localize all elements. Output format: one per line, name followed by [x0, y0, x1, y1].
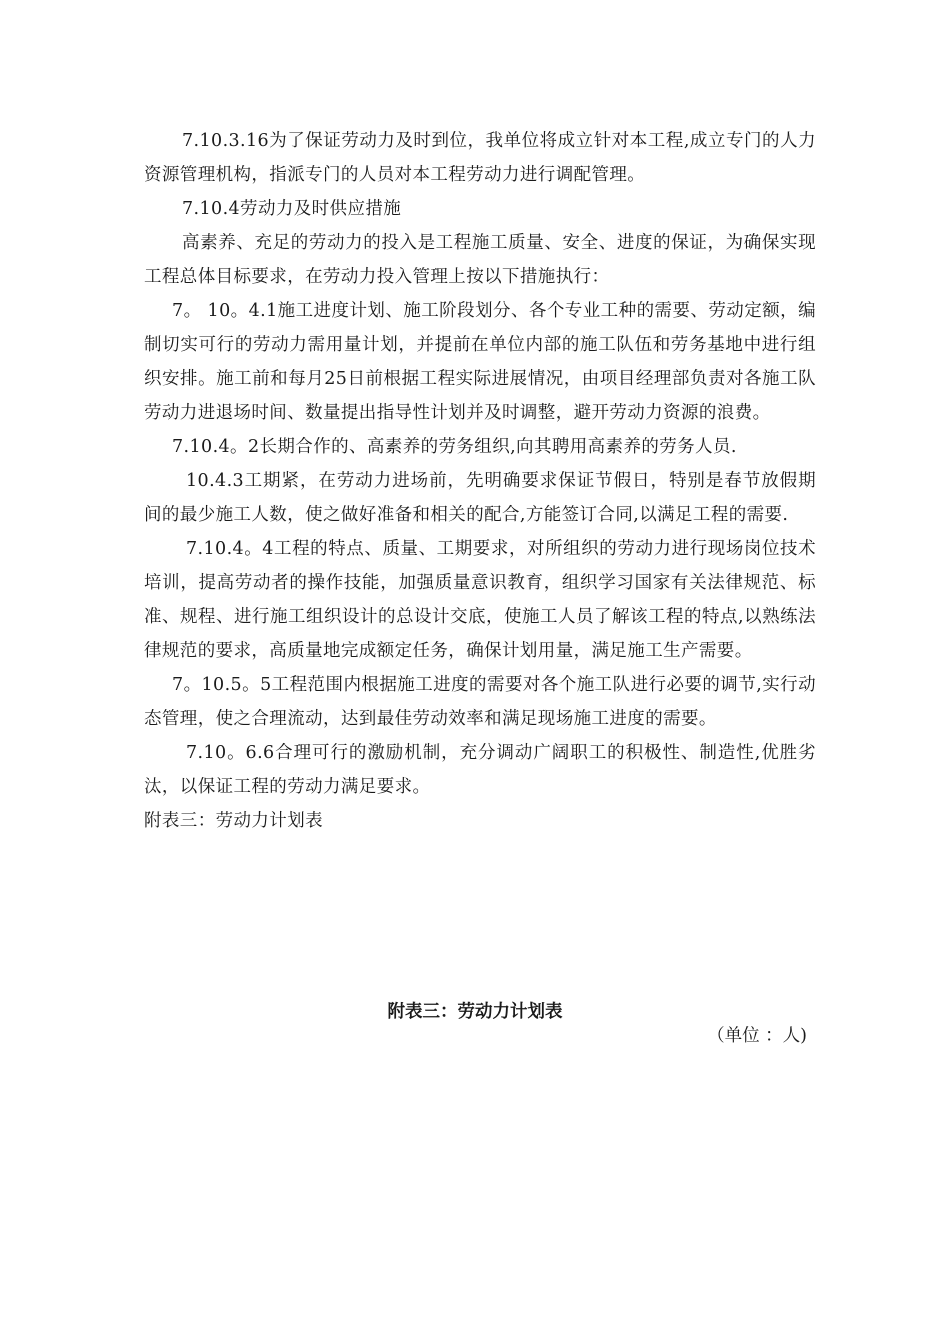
- paragraph-7-10-4-1: 7。 10。4.1施工进度计划、施工阶段划分、各个专业工种的需要、劳动定额，编制切实可行的劳动力需用量计划，并提前在单位内部的施工队伍和劳务基地中进行组织安排。施工前和每月25日前根据工程实际进展情况，由项目经理部负责对各施工队劳动力进退场时间、数量提出指导性计划并及时调整，避开劳动力资源的浪费。: [144, 301, 816, 423]
- paragraph-intro: 高素养、充足的劳动力的投入是工程施工质量、安全、进度的保证，为确保实现工程总体目标要求，在劳动力投入管理上按以下措施执行：: [144, 233, 816, 287]
- appendix-label: 附表三：劳动力计划表: [144, 811, 323, 831]
- paragraph-7-10-4-2: 7.10.4。2长期合作的、高素养的劳务组织,向其聘用高素养的劳务人员.: [172, 437, 737, 457]
- unit-note: （单位 ：人): [707, 1026, 807, 1046]
- paragraph-7-10-5-5: 7。10.5。5工程范围内根据施工进度的需要对各个施工队进行必要的调节,实行动态管理，使之合理流动，达到最佳劳动效率和满足现场施工进度的需要。: [144, 675, 816, 729]
- paragraph-10-4-3: 10.4.3工期紧，在劳动力进场前，先明确要求保证节假日，特别是春节放假期间的最少施工人数，使之做好准备和相关的配合,方能签订合同,以满足工程的需要.: [144, 471, 816, 525]
- body-text: [144, 124, 816, 838]
- heading-7-10-4: 7.10.4劳动力及时供应措施: [182, 199, 402, 219]
- paragraph-7-10-4-4: 7.10.4。4工程的特点、质量、工期要求，对所组织的劳动力进行现场岗位技术培训，提高劳动者的操作技能，加强质量意识教育，组织学习国家有关法律规范、标准、规程、进行施工组织设计的总设计交底，使施工人员了解该工程的特点,以熟练法律规范的要求，高质量地完成额定任务，确保计划用量，满足施工生产需要。: [144, 539, 816, 661]
- paragraph-7-10-6-6: 7.10。6.6合理可行的激励机制，充分调动广阔职工的积极性、制造性,优胜劣汰，以保证工程的劳动力满足要求。: [144, 743, 816, 797]
- table-title: 附表三：劳动力计划表: [387, 1002, 563, 1022]
- paragraph-7-10-3-16: 7.10.3.16为了保证劳动力及时到位，我单位将成立针对本工程,成立专门的人力资源管理机构，指派专门的人员对本工程劳动力进行调配管理。: [144, 131, 816, 185]
